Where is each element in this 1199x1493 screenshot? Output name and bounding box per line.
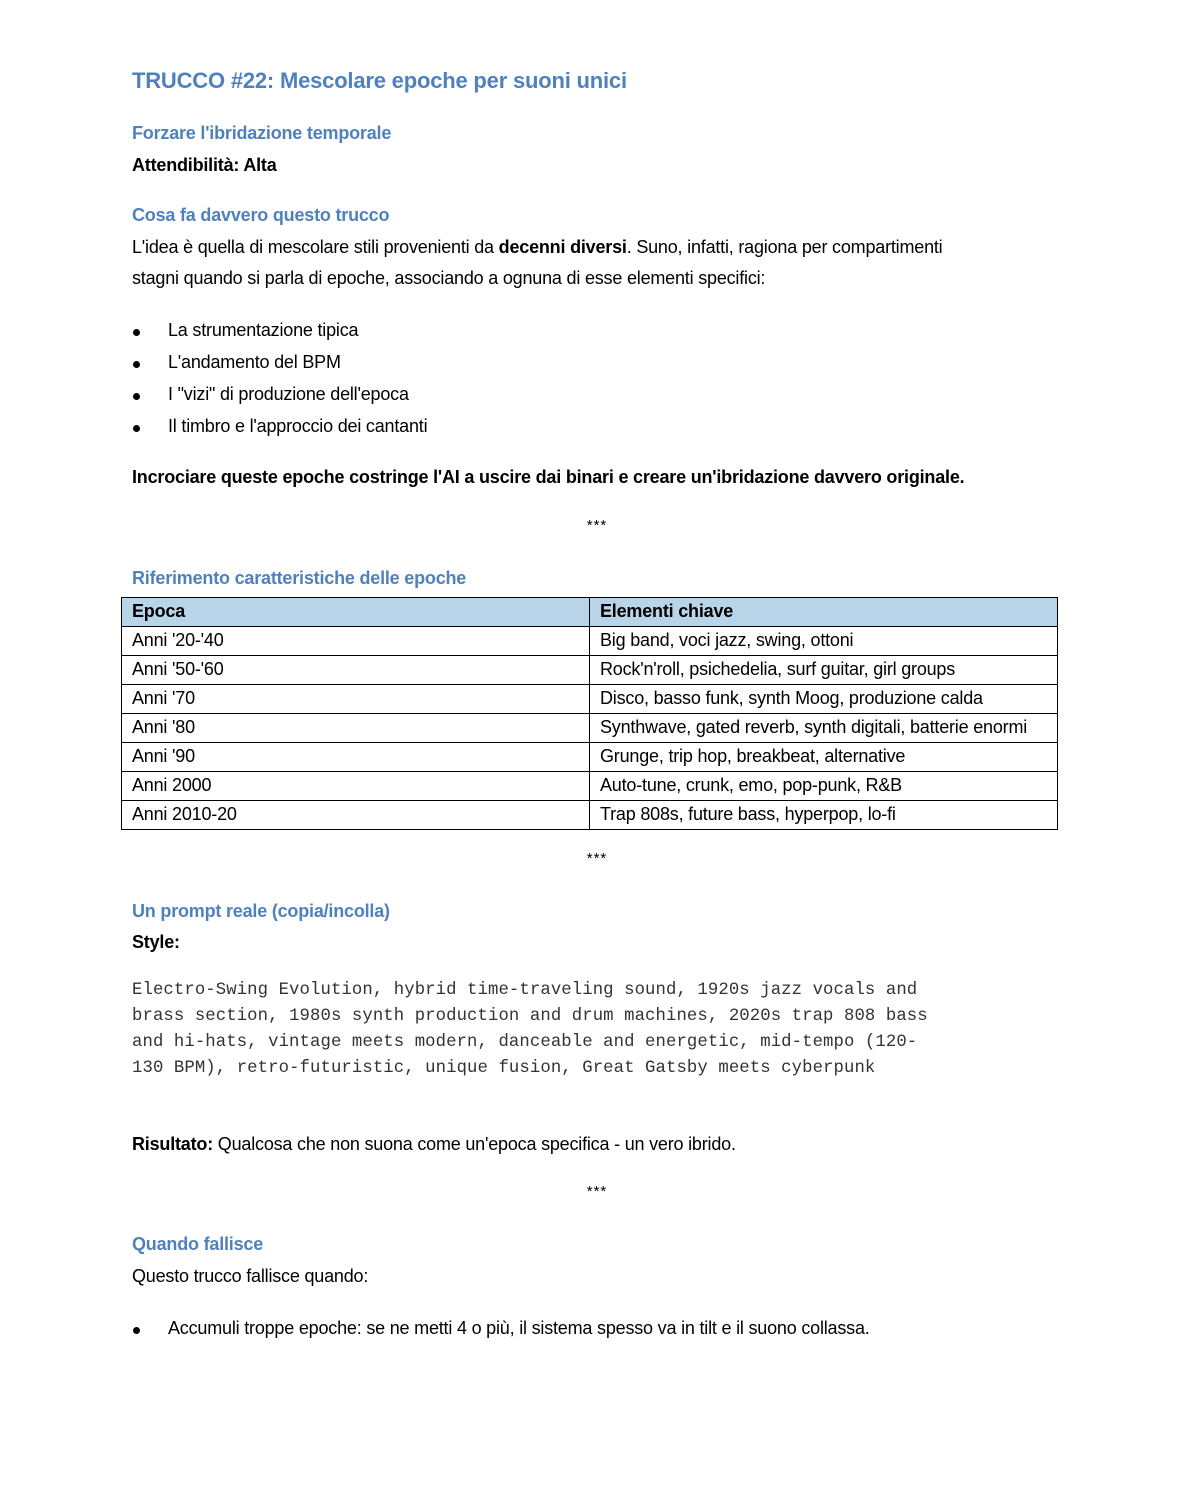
table-row — [122, 685, 1058, 714]
elements-cell: Trap 808s, future bass, hyperpop, lo-fi — [590, 801, 1058, 830]
section-separator: *** — [586, 1183, 608, 1200]
page-title: TRUCCO #22: Mescolare epoche per suoni unici — [132, 68, 627, 93]
epoch-cell: Anni '80 — [122, 714, 590, 743]
result-text: Qualcosa che non suona come un'epoca specifica - un vero ibrido. — [213, 1134, 736, 1154]
intro-paragraph-line2: stagni quando si parla di epoche, associando a ognuna di esse elementi specifici: — [132, 268, 766, 288]
elements-cell: Synthwave, gated reverb, synth digitali, batterie enormi — [590, 714, 1058, 743]
epochs-table — [121, 597, 1058, 830]
table-row — [122, 714, 1058, 743]
prompt-line: and hi-hats, vintage meets modern, danceable and energetic, mid-tempo (120- — [132, 1033, 918, 1052]
section-heading-prompt: Un prompt reale (copia/incolla) — [132, 901, 390, 921]
epoch-cell: Anni '50-'60 — [122, 656, 590, 685]
elements-cell: Grunge, trip hop, breakbeat, alternative — [590, 743, 1058, 772]
section-heading-table: Riferimento caratteristiche delle epoche — [132, 568, 467, 588]
elements-cell: Big band, voci jazz, swing, ottoni — [590, 627, 1058, 656]
epoch-cell: Anni '70 — [122, 685, 590, 714]
result-paragraph — [132, 1134, 736, 1155]
fail-intro: Questo trucco fallisce quando: — [132, 1266, 369, 1286]
prompt-line: 130 BPM), retro-futuristic, unique fusion, Great Gatsby meets cyberpunk — [132, 1059, 876, 1078]
conclusion-text: Incrociare queste epoche costringe l'AI a uscire dai binari e creare un'ibridazione davvero originale. — [132, 467, 965, 487]
elements-cell: Disco, basso funk, synth Moog, produzione calda — [590, 685, 1058, 714]
table-row — [122, 743, 1058, 772]
section-separator: *** — [586, 517, 608, 534]
table-row — [122, 627, 1058, 656]
table-row — [122, 772, 1058, 801]
epoch-cell: Anni 2000 — [122, 772, 590, 801]
epoch-cell: Anni '90 — [122, 743, 590, 772]
subtitle-heading: Forzare l'ibridazione temporale — [132, 123, 392, 143]
column-header-elements: Elementi chiave — [590, 598, 1058, 627]
result-label: Risultato: — [132, 1134, 213, 1154]
prompt-line: Electro-Swing Evolution, hybrid time-traveling sound, 1920s jazz vocals and — [132, 981, 918, 1000]
table-header-row — [122, 598, 1058, 627]
elements-cell: Rock'n'roll, psichedelia, surf guitar, girl groups — [590, 656, 1058, 685]
bullet-icon — [133, 393, 140, 400]
bullet-icon — [133, 1327, 140, 1334]
section-separator: *** — [586, 850, 608, 867]
table-row — [122, 801, 1058, 830]
intro-text-before: L'idea è quella di mescolare stili provenienti da — [132, 237, 499, 257]
intro-text-bold: decenni diversi — [498, 237, 627, 257]
elements-cell: Auto-tune, crunk, emo, pop-punk, R&B — [590, 772, 1058, 801]
intro-text-after: . Suno, infatti, ragiona per compartimenti — [626, 237, 943, 257]
bullet-icon — [133, 329, 140, 336]
prompt-code-block[interactable] — [132, 978, 928, 1082]
bullet-icon — [133, 425, 140, 432]
section-heading-fail: Quando fallisce — [132, 1234, 264, 1254]
column-header-epoch: Epoca — [122, 598, 590, 627]
epoch-cell: Anni '20-'40 — [122, 627, 590, 656]
epoch-cell: Anni 2010-20 — [122, 801, 590, 830]
table-row — [122, 656, 1058, 685]
reliability-label: Attendibilità: Alta — [132, 155, 277, 175]
intro-paragraph-line1 — [132, 237, 943, 258]
bullet-icon — [133, 361, 140, 368]
section-heading-what: Cosa fa davvero questo trucco — [132, 205, 390, 225]
style-label: Style: — [132, 932, 180, 952]
prompt-line: brass section, 1980s synth production and drum machines, 2020s trap 808 bass — [132, 1007, 928, 1026]
